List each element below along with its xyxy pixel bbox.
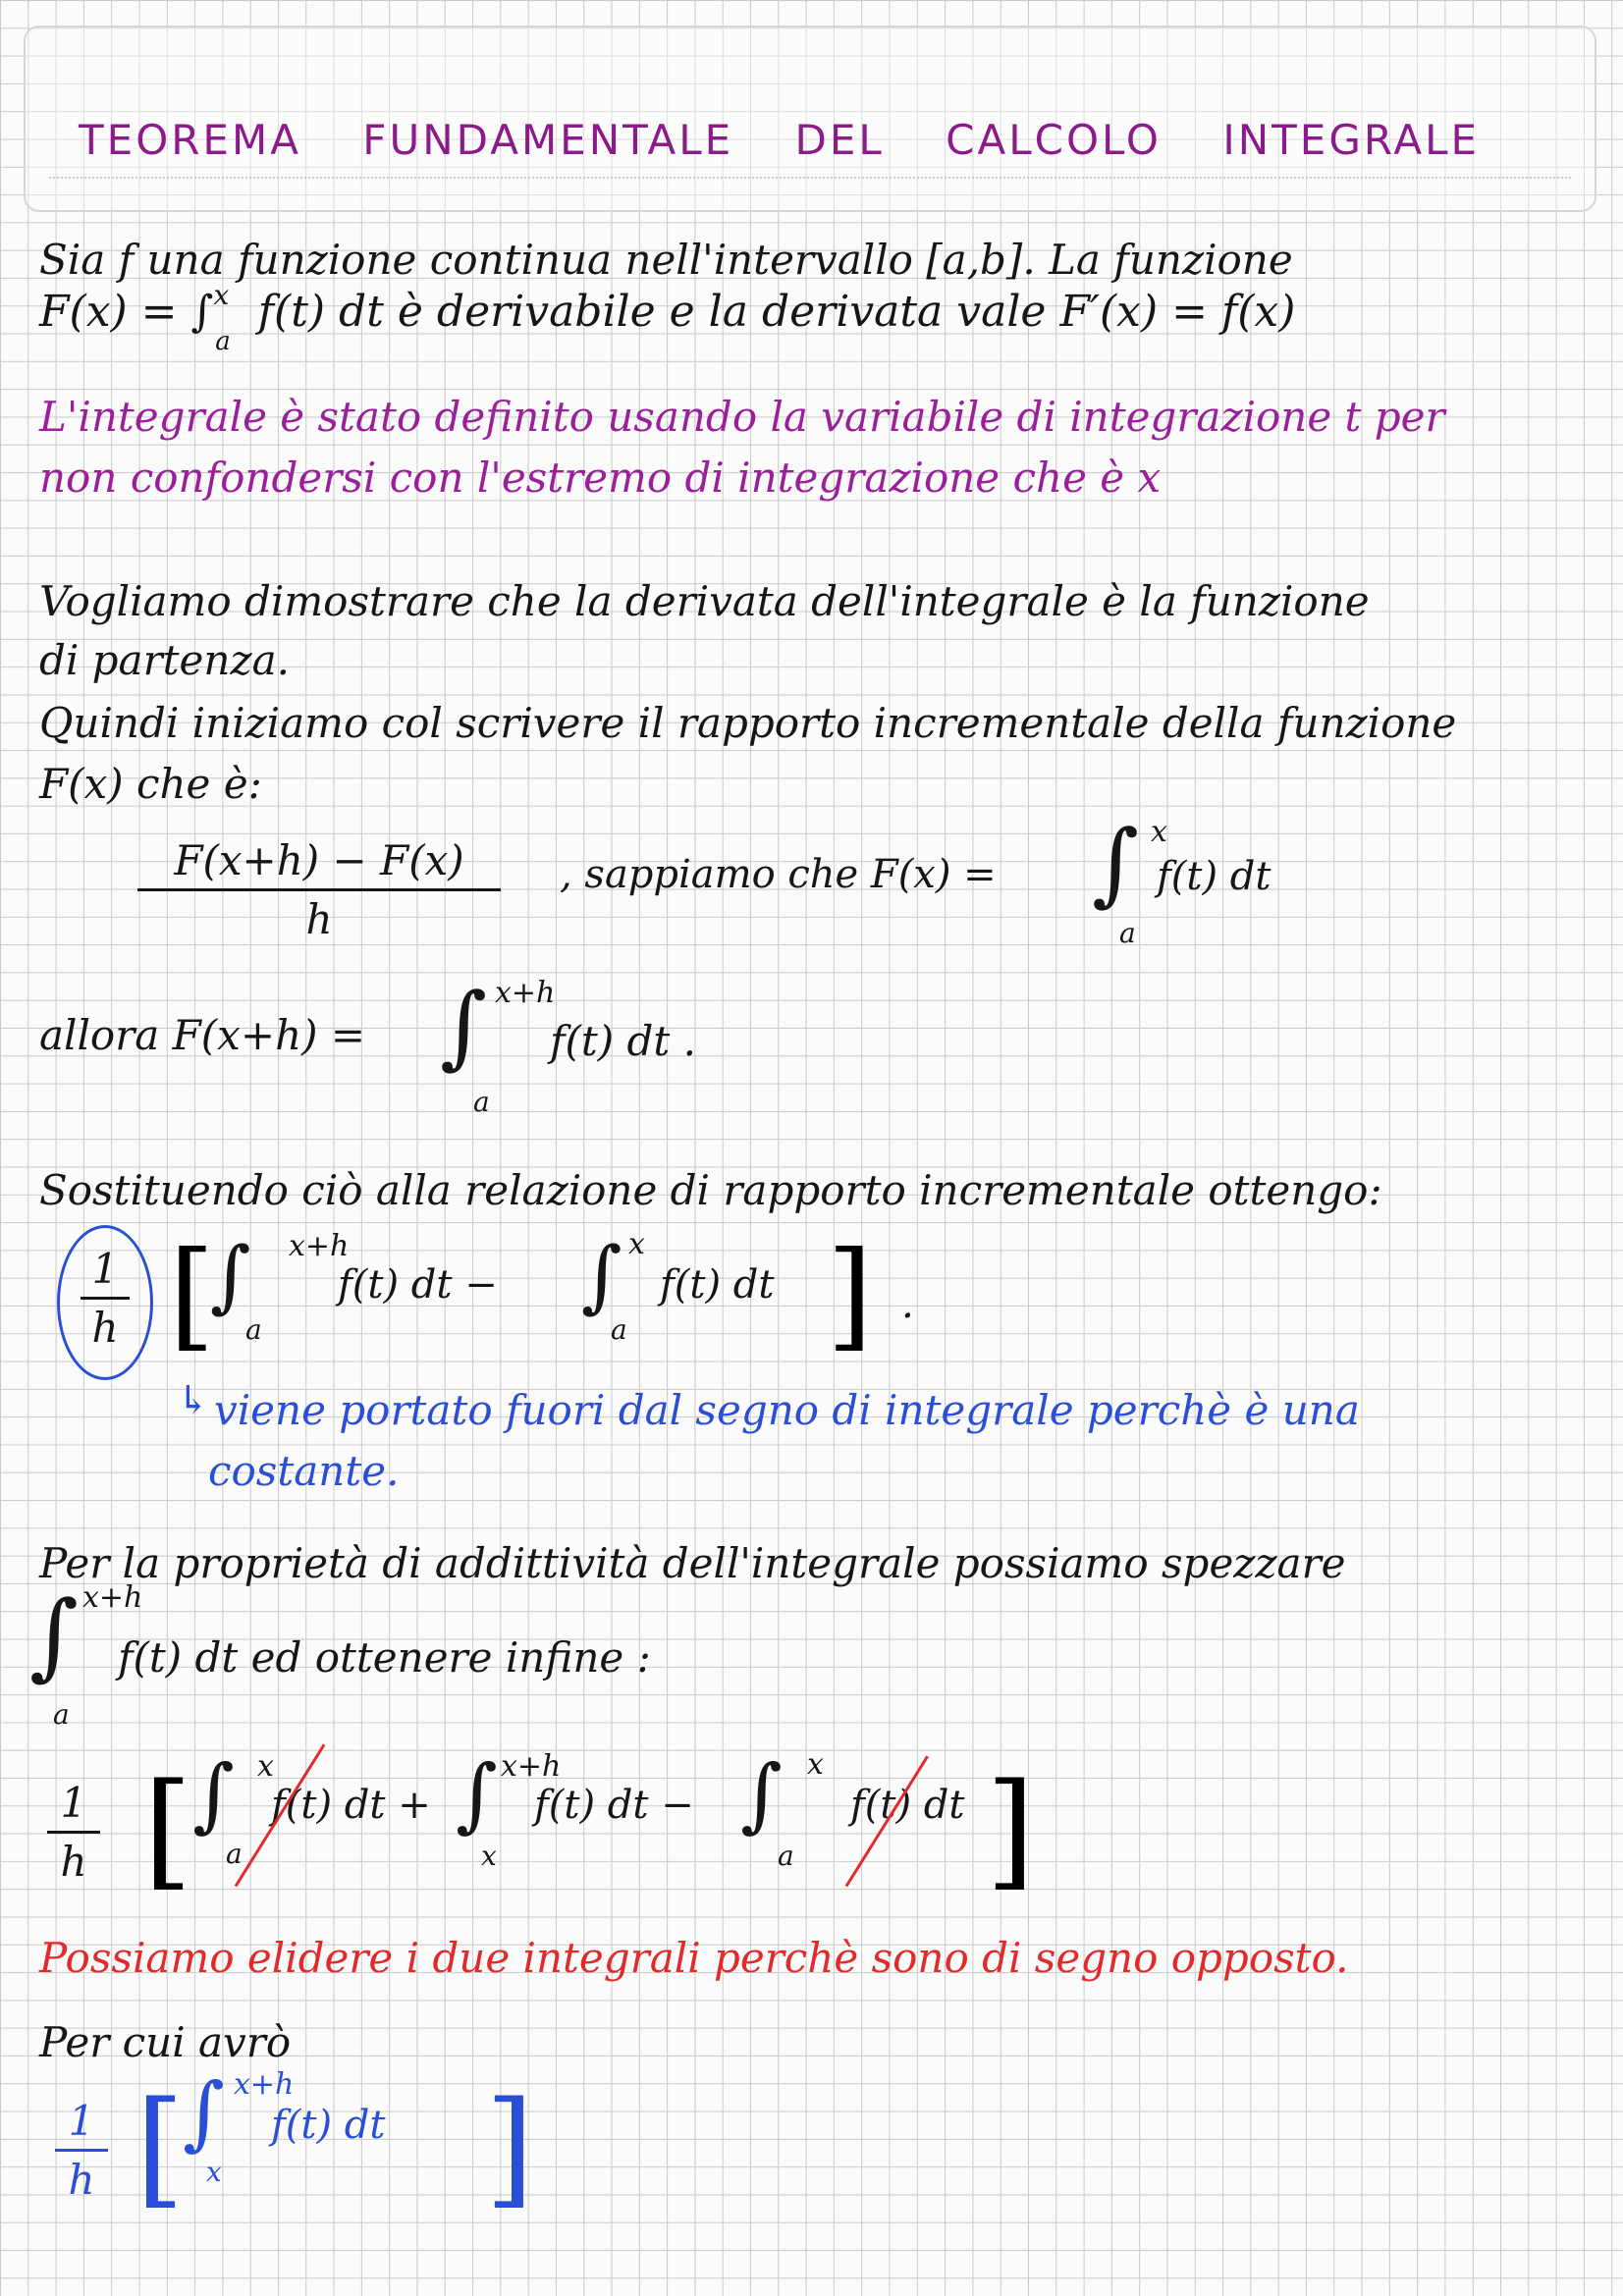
then-int-sub: a <box>473 1086 490 1118</box>
then-integral <box>440 974 697 1118</box>
add-t3-body: f(t) dt <box>850 1783 965 1828</box>
additivity-fraction <box>47 1779 100 1886</box>
fraction-numerator: 1 <box>60 1779 87 1827</box>
integral-sign: ∫ <box>29 1580 80 1690</box>
constant-note-line-2: costante. <box>208 1447 400 1495</box>
result-integral <box>183 2066 386 2188</box>
add-t1-sup: x <box>257 1749 274 1784</box>
incremental-knowing: , sappiamo che F(x) = <box>560 852 997 897</box>
integral-sign: ∫ <box>192 1748 235 1842</box>
statement-line-1: Sia f una funzione continua nell'intervallo [a,b]. La funzione <box>39 236 1293 284</box>
substituting-line: Sostituendo ciò alla relazione di rapporto incrementale ottengo: <box>39 1166 1382 1214</box>
fraction-bar <box>137 888 501 891</box>
elide-note: Possiamo elidere i due integrali perchè sono di segno opposto. <box>39 1934 1349 1982</box>
left-bracket: [ <box>169 1227 215 1363</box>
goal-line-2: di partenza. <box>39 636 290 684</box>
incremental-line-1: Quindi iniziamo col scrivere il rapporto incrementale della funzione <box>39 699 1457 747</box>
fraction-denominator: h <box>60 1838 87 1886</box>
integral-sign: ∫ <box>456 1748 498 1842</box>
fraction-denominator: h <box>68 2156 95 2204</box>
fraction-denominator: h <box>91 1304 119 1352</box>
statement-line-2 <box>39 279 1296 356</box>
fraction-bar <box>55 2149 108 2152</box>
period: . <box>901 1282 914 1327</box>
substituting-fraction <box>81 1245 130 1352</box>
result-int-body: f(t) dt <box>271 2103 386 2148</box>
incremental-int-sup: x <box>1151 815 1167 849</box>
fraction-numerator: 1 <box>68 2097 95 2145</box>
sub-int2-sup: x <box>628 1227 645 1261</box>
result-int-sub: x <box>206 2156 222 2188</box>
add-int-sup: x+h <box>82 1580 143 1615</box>
arrow-icon: ↳ <box>177 1378 210 1423</box>
add-t1-sub: a <box>226 1838 243 1870</box>
left-bracket: [ <box>135 2075 185 2221</box>
constant-note-line-1: viene portato fuori dal segno di integrale perchè è una <box>214 1386 1360 1434</box>
note-variable-line-1: L'integrale è stato definito usando la variabile di integrazione t per <box>39 393 1445 441</box>
statement-int-prefix: F(x) = ∫ <box>39 287 214 337</box>
right-bracket: ] <box>485 2075 534 2221</box>
add-t3-sub: a <box>778 1840 794 1872</box>
integral-sign: ∫ <box>210 1230 251 1321</box>
sub-int1-body: f(t) dt − <box>338 1262 498 1308</box>
substituting-integral-1 <box>210 1229 498 1346</box>
integral-sign: ∫ <box>440 974 487 1079</box>
result-int-sup: x+h <box>234 2067 295 2102</box>
right-bracket: ] <box>827 1227 873 1363</box>
sub-int1-sup: x+h <box>289 1229 350 1263</box>
additivity-integral <box>29 1580 651 1731</box>
left-bracket: [ <box>143 1757 192 1903</box>
incremental-int-sub: a <box>1119 917 1136 949</box>
incremental-numerator: F(x+h) − F(x) <box>174 836 464 884</box>
incremental-denominator: h <box>305 895 333 943</box>
statement-int-sub: a <box>215 327 231 356</box>
incremental-fraction <box>137 836 501 943</box>
right-bracket: ] <box>986 1757 1035 1903</box>
additivity-line-1: Per la proprietà di addittività dell'integrale possiamo spezzare <box>39 1539 1346 1587</box>
then-int-sup: x+h <box>495 976 556 1010</box>
integral-sign: ∫ <box>183 2066 225 2160</box>
statement-int-rest: f(t) dt è derivabile e la derivata vale F′(x) = f(x) <box>257 287 1296 337</box>
integral-sign: ∫ <box>581 1230 622 1321</box>
then-int-body: f(t) dt . <box>550 1017 697 1065</box>
substituting-integral-2 <box>581 1227 775 1346</box>
add-t2-body: f(t) dt − <box>534 1783 694 1828</box>
additivity-term-2 <box>456 1748 694 1872</box>
result-fraction <box>55 2097 108 2204</box>
additivity-term-3 <box>740 1747 965 1872</box>
statement-int-sup: x <box>213 279 230 311</box>
add-t2-sup: x+h <box>501 1749 562 1784</box>
integral-sign: ∫ <box>1092 811 1139 916</box>
fraction-bar <box>81 1297 130 1300</box>
incremental-line-2: F(x) che è: <box>39 760 262 808</box>
result-label: Per cui avrò <box>39 2018 292 2066</box>
goal-line-1: Vogliamo dimostrare che la derivata dell'integrale è la funzione <box>39 577 1370 625</box>
then-label: allora F(x+h) = <box>39 1011 366 1059</box>
add-t2-sub: x <box>481 1840 497 1872</box>
fraction-numerator: 1 <box>91 1245 119 1293</box>
additivity-term-1 <box>192 1748 431 1870</box>
sub-int2-body: f(t) dt <box>660 1262 775 1308</box>
incremental-int-body: f(t) dt <box>1157 854 1271 899</box>
incremental-integral <box>1092 811 1271 949</box>
add-int-sub: a <box>53 1698 70 1731</box>
note-variable-line-2: non confondersi con l'estremo di integrazione che è x <box>39 454 1162 502</box>
page-title: TEOREMA FUNDAMENTALE DEL CALCOLO INTEGRALE <box>79 116 1481 164</box>
fraction-bar <box>47 1831 100 1834</box>
sub-int1-sub: a <box>245 1313 262 1346</box>
title-underline <box>49 177 1571 179</box>
add-t3-sup: x <box>807 1747 824 1782</box>
integral-sign: ∫ <box>740 1748 783 1842</box>
add-int-body: f(t) dt ed ottenere infine : <box>118 1633 651 1682</box>
sub-int2-sub: a <box>611 1313 627 1346</box>
add-t1-body: f(t) dt + <box>271 1783 431 1828</box>
